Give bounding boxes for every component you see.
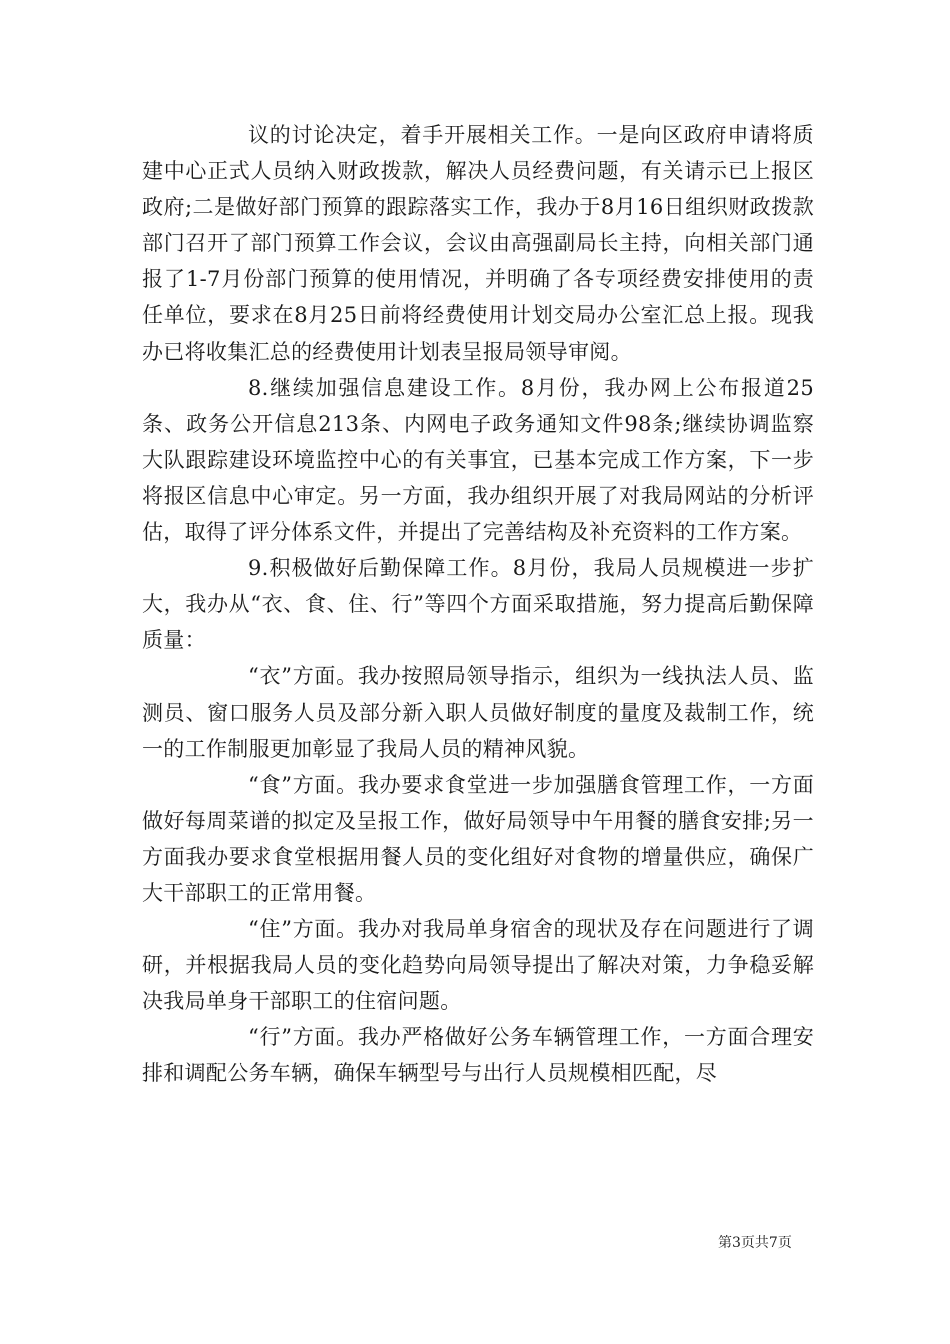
- paragraph-food: “食”方面。我办要求食堂进一步加强膳食管理工作，一方面做好每周菜谱的拟定及呈报工作，做好局领导中午用餐的膳食安排;另一方面我办要求食堂根据用餐人员的变化组好对食物的增量供应，确保广大干部职工的正常用餐。: [142, 772, 814, 905]
- paragraph-item-8-information: 8.继续加强信息建设工作。8月份，我办网上公布报道25条、政务公开信息213条、内网电子政务通知文件98条;继续协调监察大队跟踪建设环境监控中心的有关事宜，已基本完成工作方案，下一步将报区信息中心审定。另一方面，我办组织开展了对我局网站的分析评估，取得了评分体系文件，并提出了完善结构及补充资料的工作方案。: [142, 375, 814, 545]
- paragraph-transport: “行”方面。我办严格做好公务车辆管理工作，一方面合理安排和调配公务车辆，确保车辆型号与出行人员规模相匹配，尽: [142, 1025, 814, 1086]
- page-number-footer: 第3页共7页: [718, 1235, 792, 1251]
- paragraph-item-9-logistics: 9.积极做好后勤保障工作。8月份，我局人员规模进一步扩大，我办从“衣、食、住、行”等四个方面采取措施，努力提高后勤保障质量：: [142, 556, 814, 653]
- paragraph-clothing: “衣”方面。我办按照局领导指示，组织为一线执法人员、监测员、窗口服务人员及部分新入职人员做好制度的量度及裁制工作，统一的工作制服更加彰显了我局人员的精神风貌。: [142, 664, 814, 761]
- paragraph-housing: “住”方面。我办对我局单身宿舍的现状及存在问题进行了调研，并根据我局人员的变化趋势向局领导提出了解决对策，力争稳妥解决我局单身干部职工的住宿问题。: [142, 917, 814, 1014]
- document-body: [142, 117, 814, 1092]
- paragraph-budget-continuation: 议的讨论决定，着手开展相关工作。一是向区政府申请将质建中心正式人员纳入财政拨款，解决人员经费问题，有关请示已上报区政府;二是做好部门预算的跟踪落实工作，我办于8月16日组织财政拨款部门召开了部门预算工作会议，会议由高强副局长主持，向相关部门通报了1-7月份部门预算的使用情况，并明确了各专项经费安排使用的责任单位，要求在8月25日前将经费使用计划交局办公室汇总上报。现我办已将收集汇总的经费使用计划表呈报局领导审阅。: [142, 123, 814, 364]
